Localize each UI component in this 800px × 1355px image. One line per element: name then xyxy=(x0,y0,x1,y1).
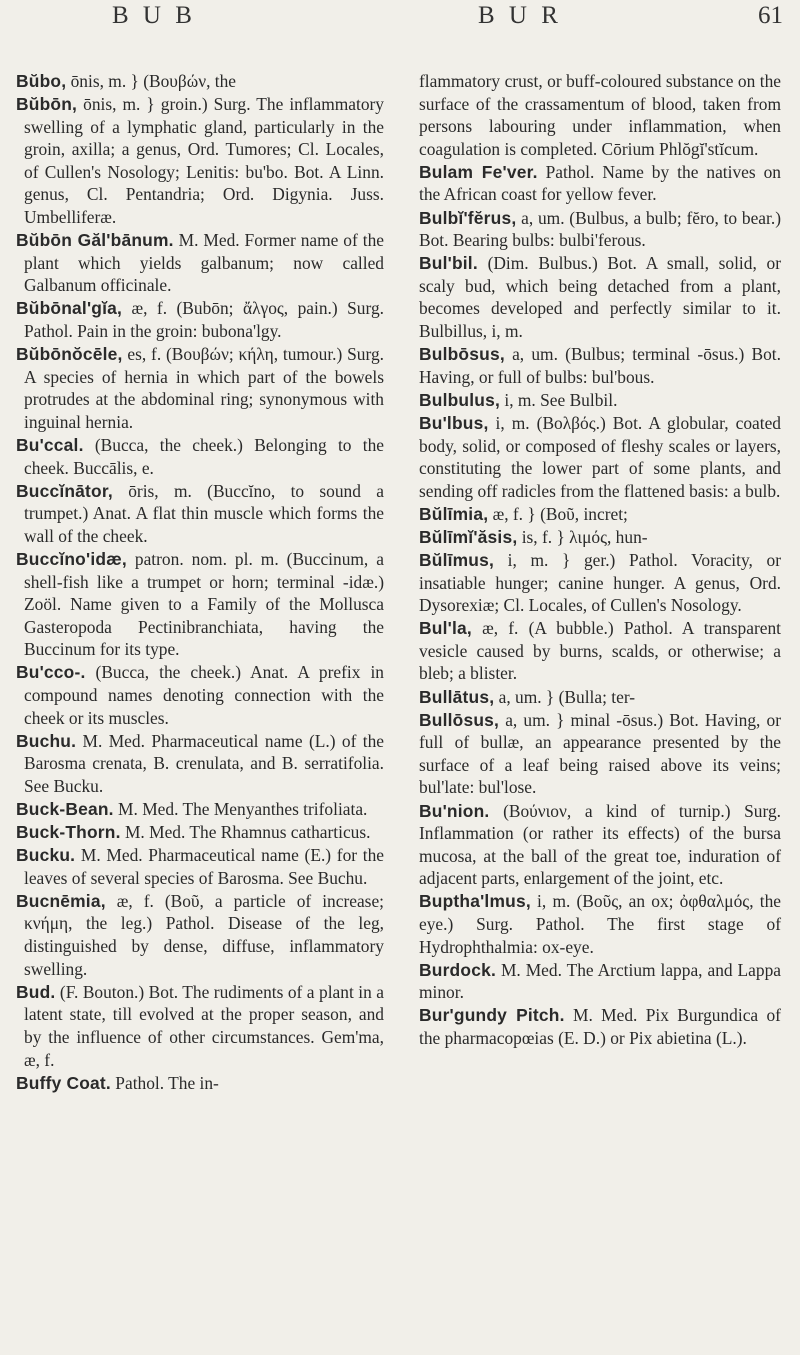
left-column xyxy=(0,70,384,1095)
entry-headword: Bu'lbus, xyxy=(419,412,489,433)
entry-headword: Buck-Bean. xyxy=(16,799,114,819)
running-header xyxy=(0,0,800,46)
dictionary-entry xyxy=(419,617,781,685)
entry-definition: a, um. } (Bulla; ter- xyxy=(494,686,636,707)
entry-headword: Bŭlīmia, xyxy=(419,503,489,524)
entry-definition: patron. nom. pl. m. (Buccinum, a shell-fish like a trumpet or horn; terminal -idæ.) Zoöl. Name given to a Family of the Mollusca Gasteropoda Pectinibranchiata, having the Buccinum for its type. xyxy=(24,548,384,660)
entry-headword: Bur'gundy Pitch. xyxy=(419,1005,565,1026)
entry-definition: (Dim. Bulbus.) Bot. A small, solid, or scaly bud, which being detached from a plant, becomes developed and perfectly similar to it. Bulbillus, i, m. xyxy=(419,253,781,342)
entry-definition: Pathol. Name by the natives on the African coast for yellow fever. xyxy=(419,161,781,205)
entry-definition: i, m. (Βολβός.) Bot. A globular, coated body, solid, or composed of fleshy scales or layers, constituting the lower part of some plants, and sending off radicles from the flattened basis: a bulb. xyxy=(419,412,781,501)
dictionary-entry xyxy=(419,526,781,549)
entry-definition: M. Med. Pharmaceutical name (L.) of the Barosma crenata, B. crenulata, and B. serratifolia. See Bucku. xyxy=(24,730,384,796)
entry-definition: es, f. (Βουβών; κήλη, tumour.) Surg. A species of hernia in which part of the bowels protrudes at the abdominal ring; synonymous with inguinal hernia. xyxy=(24,344,384,432)
entry-headword: Bŭbōnal'gĭa, xyxy=(16,298,123,319)
dictionary-entry xyxy=(16,434,384,479)
dictionary-entry xyxy=(16,93,384,229)
entry-headword: Bullōsus, xyxy=(419,709,500,730)
entry-headword: Buck-Thorn. xyxy=(16,822,121,843)
entry-definition: a, um. (Bulbus, a bulb; fĕro, to bear.) Bot. Bearing bulbs: bulbi'ferous. xyxy=(419,207,781,251)
entry-headword: Bulbĭ'fĕrus, xyxy=(419,207,517,228)
entry-headword: Bucku. xyxy=(16,845,76,866)
dictionary-entry xyxy=(419,800,781,890)
dictionary-entry xyxy=(419,503,781,526)
right-column xyxy=(419,70,781,1050)
header-left-guide-word: B U B xyxy=(112,2,196,29)
entry-headword: Bŭbo, xyxy=(16,71,67,91)
entry-definition: a, um. (Bulbus; terminal -ōsus.) Bot. Having, or full of bulbs: bul'bous. xyxy=(419,344,781,387)
entry-headword: Buccĭno'idæ, xyxy=(16,548,127,569)
entry-headword: Bullātus, xyxy=(419,686,495,707)
entry-definition: (Bucca, the cheek.) Anat. A prefix in compound names denoting connection with the cheek or its muscles. xyxy=(24,662,384,728)
header-right-guide-word: B U R xyxy=(478,2,562,29)
entry-headword: Bud. xyxy=(16,981,56,1002)
entry-headword: Bŭlīmĭ'ăsis, xyxy=(419,526,518,547)
entry-definition: (Bucca, the cheek.) Belonging to the cheek. Buccālis, e. xyxy=(24,435,384,478)
dictionary-entry xyxy=(419,959,781,1004)
dictionary-entry xyxy=(419,389,781,412)
entry-definition: (F. Bouton.) Bot. The rudiments of a plant in a latent state, till evolved at the proper season, and by the influence of other circumstances. Gem'ma, æ, f. xyxy=(24,981,384,1070)
dictionary-entry xyxy=(16,661,384,729)
dictionary-entry xyxy=(419,686,781,709)
entry-headword: Bulbulus, xyxy=(419,389,501,410)
entry-headword: Bul'bil. xyxy=(419,253,478,274)
entry-headword: Buchu. xyxy=(16,730,77,751)
entry-definition: æ, f. (Βοῦ, a particle of increase; κνήμη, the leg.) Pathol. Disease of the leg, distinguished by dense, diffuse, inflammatory swelling. xyxy=(24,890,384,979)
dictionary-entry xyxy=(419,207,781,252)
entry-definition: ōris, m. (Buccĭno, to sound a trumpet.) Anat. A flat thin muscle which forms the wall of the cheek. xyxy=(24,480,384,546)
dictionary-entry xyxy=(419,252,781,342)
entry-definition: is, f. } λιμός, hun- xyxy=(517,526,648,547)
entry-definition: flammatory crust, or buff-coloured substance on the surface of the crassamentum of blood, taken from persons labouring under inflammation, when coagulation is completed. Cōrium Phlŏgĭ'stĭcum. xyxy=(419,71,781,159)
dictionary-entry xyxy=(16,730,384,798)
entry-headword: Bu'cco-. xyxy=(16,662,86,683)
entry-definition: a, um. } minal -ōsus.) Bot. Having, or full of bullæ, an appearance presented by the surface of a leaf being raised above its veins; bul'late: bul'lose. xyxy=(419,709,781,798)
entry-definition: M. Med. Pix Burgundica of the pharmacopœias (E. D.) or Pix abietina (L.). xyxy=(419,1005,781,1048)
dictionary-entry xyxy=(16,844,384,889)
dictionary-entry xyxy=(16,981,384,1071)
dictionary-entry xyxy=(16,297,384,342)
dictionary-entry xyxy=(419,709,781,799)
dictionary-entry xyxy=(419,549,781,617)
dictionary-entry xyxy=(16,798,384,821)
entry-definition: (Βούνιον, a kind of turnip.) Surg. Inflammation (or rather its effects) of the bursa mucosa, at the ball of the great toe, induration of adjacent parts, enlargement of the joint, etc. xyxy=(419,800,781,889)
dictionary-entry xyxy=(16,1072,384,1095)
entry-definition: i, m. (Βοῦς, an ox; ὀφθαλμός, the eye.) Surg. Pathol. The first stage of Hydrophthalmia: ox-eye. xyxy=(419,891,781,957)
entry-headword: Buffy Coat. xyxy=(16,1072,111,1093)
entry-definition: æ, f. (Bubōn; ἄλγος, pain.) Surg. Pathol. Pain in the groin: bubona'lgy. xyxy=(24,298,384,342)
entry-definition: M. Med. The Menyanthes trifoliata. xyxy=(113,799,368,819)
dictionary-entry xyxy=(419,70,781,160)
dictionary-entry xyxy=(16,821,384,844)
entry-headword: Buptha'lmus, xyxy=(419,891,531,912)
entry-definition: M. Med. Former name of the plant which yields galbanum; now called Galbanum officinale. xyxy=(24,230,384,296)
dictionary-entry xyxy=(16,343,384,433)
dictionary-entry xyxy=(419,890,781,958)
entry-headword: Bŭbōn, xyxy=(16,94,78,115)
dictionary-entry xyxy=(16,70,384,93)
entry-headword: Bulam Fe'ver. xyxy=(419,161,538,182)
entry-headword: Bŭlīmus, xyxy=(419,549,495,570)
entry-definition: M. Med. The Rhamnus catharticus. xyxy=(120,822,371,843)
entry-definition: ōnis, m. } (Βουβών, the xyxy=(66,71,237,91)
dictionary-entry xyxy=(419,1004,781,1049)
dictionary-entry xyxy=(16,548,384,661)
entry-definition: ōnis, m. } groin.) Surg. The inflammatory swelling of a lymphatic gland, particularly in the groin, axilla; a genus, Ord. Tumores; Cl. Locales, of Cullen's Nosology; Lenitis: bu'bo. Bot. A Linn. genus, Cl. Pentandria; Ord. Digynia. Juss. Umbelliferæ. xyxy=(24,94,384,228)
dictionary-entry xyxy=(419,161,781,206)
entry-definition: M. Med. Pharmaceutical name (E.) for the leaves of several species of Barosma. See Buchu. xyxy=(24,845,384,888)
entry-definition: i, m. See Bulbil. xyxy=(500,389,618,410)
entry-headword: Burdock. xyxy=(419,959,496,980)
entry-headword: Bŭbōn Găl'bānum. xyxy=(16,230,174,251)
dictionary-entry xyxy=(16,480,384,548)
dictionary-entry xyxy=(16,890,384,980)
dictionary-entry xyxy=(419,343,781,388)
entry-definition: æ, f. } (Βοῦ, incret; xyxy=(488,503,628,524)
entry-headword: Bucnēmia, xyxy=(16,890,106,911)
entry-headword: Bŭbōnŏcēle, xyxy=(16,344,123,365)
entry-headword: Buccĭnātor, xyxy=(16,480,113,501)
entry-definition: M. Med. The Arctium lappa, and Lappa minor. xyxy=(419,959,781,1003)
entry-headword: Bul'la, xyxy=(419,618,472,639)
dictionary-entry xyxy=(16,229,384,297)
entry-headword: Bu'nion. xyxy=(419,800,490,821)
dictionary-entry xyxy=(419,412,781,502)
page-number: 61 xyxy=(758,2,783,29)
entry-definition: æ, f. (A bubble.) Pathol. A transparent vesicle caused by burns, scalds, or otherwise; a bleb; a blister. xyxy=(419,618,781,684)
entry-headword: Bulbōsus, xyxy=(419,344,505,365)
entry-headword: Bu'ccal. xyxy=(16,435,84,455)
entry-definition: i, m. } ger.) Pathol. Voracity, or insatiable hunger; canine hunger. A genus, Ord. Dysorexiæ; Cl. Locales, of Cullen's Nosology. xyxy=(419,549,781,616)
entry-definition: Pathol. The in- xyxy=(110,1072,219,1093)
